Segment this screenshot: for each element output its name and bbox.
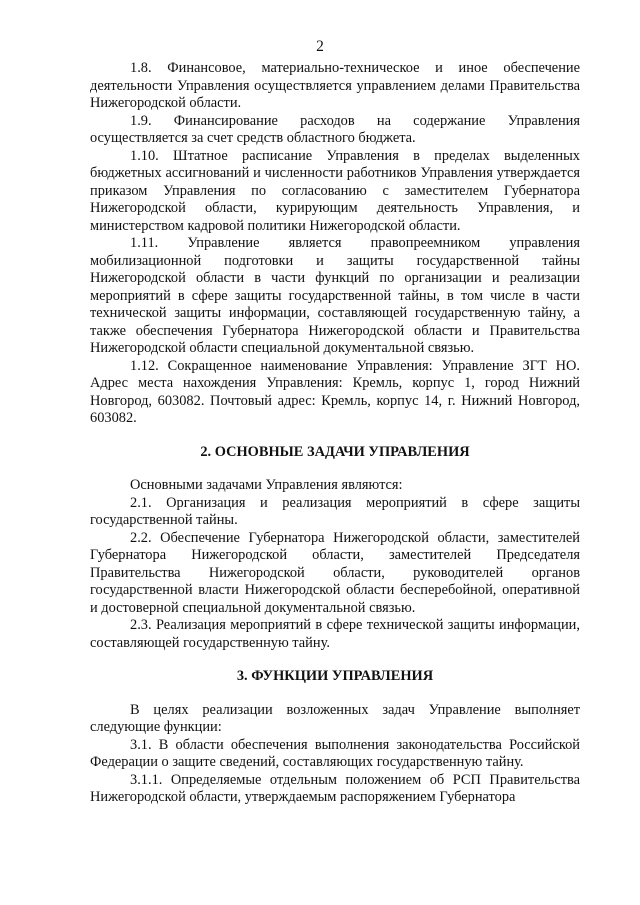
paragraph-1-8: 1.8. Финансовое, материально-техническое и иное обеспечение деятельности Управления осуществляется управлением делами Правительства Нижегородской области. [90,60,580,111]
spacer [90,461,580,477]
spacer [90,652,580,668]
paragraph-2-1: 2.1. Организация и реализация мероприятий в сфере защиты государственной тайны. [90,494,580,528]
section-2-heading: 2. ОСНОВНЫЕ ЗАДАЧИ УПРАВЛЕНИЯ [200,443,470,460]
page-number: 2 [316,38,324,55]
document-body [90,60,580,807]
paragraph-3-1: 3.1. В области обеспечения выполнения законодательства Российской Федерации о защите сведений, составляющих государственную тайну. [90,736,580,770]
paragraph-3-1-1: 3.1.1. Определяемые отдельным положением об РСП Правительства Нижегородской области, утверждаемым распоряжением Губернатора [90,771,580,805]
section-2-intro: Основными задачами Управления являются: [130,477,403,493]
paragraph-1-9: 1.9. Финансирование расходов на содержание Управления осуществляется за счет средств областного бюджета. [90,112,580,146]
section-3-heading: 3. ФУНКЦИИ УПРАВЛЕНИЯ [236,668,434,684]
spacer [90,428,580,444]
paragraph-1-12: 1.12. Сокращенное наименование Управления: Управление ЗГТ НО. Адрес места нахождения Управления: Кремль, корпус 1, город Нижний Новгород, 603082. Почтовый адрес: Кремль, корпус 14, г. Нижний Новгород, 603082. [90,357,580,426]
paragraph-2-3: 2.3. Реализация мероприятий в сфере технической защиты информации, составляющей государственную тайну. [90,617,580,651]
spacer [90,686,580,702]
paragraph-1-11: 1.11. Управление является правопреемником управления мобилизационной подготовки и защиты государственной тайны Нижегородской области в части функций по организации и реализации мероприятий в сфере защиты государственной тайны, в том числе в части технической защиты информации, составляющей государственную тайну, а также обеспечения Губернатора Нижегородской области и Правительства Нижегородской области специальной документальной связью. [90,235,580,356]
paragraph-1-10: 1.10. Штатное расписание Управления в пределах выделенных бюджетных ассигнований и численности работников Управления утверждается приказом Управления по согласованию с заместителем Губернатора Нижегородской области, курирующим деятельность Управления, и министерством кадровой политики Нижегородской области. [90,147,580,234]
section-3-intro: В целях реализации возложенных задач Управление выполняет следующие функции: [90,701,580,735]
paragraph-2-2: 2.2. Обеспечение Губернатора Нижегородской области, заместителей Губернатора Нижегородской области, заместителей Председателя Правительства Нижегородской области, руководителей органов государственной власти Нижегородской области бесперебойной, оперативной и достоверной специальной документальной связью. [90,529,580,616]
